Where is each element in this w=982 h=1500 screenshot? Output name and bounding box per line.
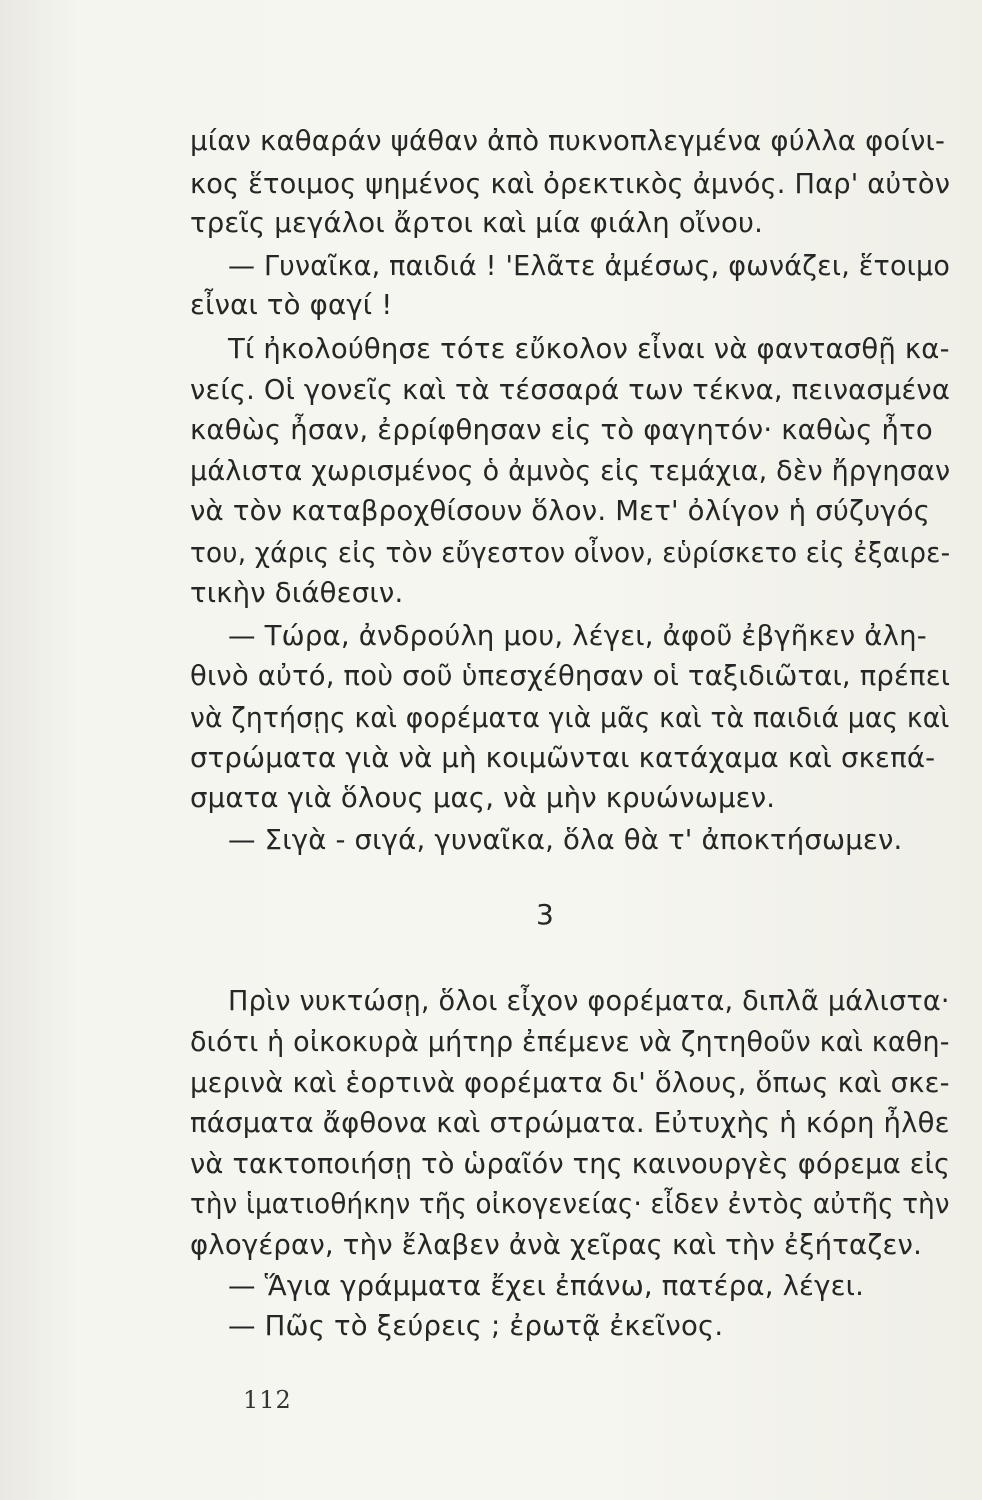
text-line: τὴν ἱματιοθήκην τῆς οἰκογενείας· εἶδεν ἐντὸς αὐτῆς τὴν (190, 1188, 950, 1220)
text-line: νὰ τακτοποιήσῃ τὸ ὡραῖόν της καινουργὲς φόρεμα εἰς (190, 1148, 951, 1180)
text-line: — Πῶς τὸ ξεύρεις ; ἐρωτᾷ ἐκεῖνος. (228, 1310, 724, 1342)
text-line: — Σιγὰ - σιγά, γυναῖκα, ὅλα θὰ τ' ἀποκτήσωμεν. (228, 824, 903, 856)
text-line: στρώματα γιὰ νὰ μὴ κοιμῶνται κατάχαμα καὶ σκεπά- (190, 742, 936, 774)
text-line: — Γυναῖκα, παιδιά ! 'Ελᾶτε ἀμέσως, φωνάζει, ἕτοιμο (228, 250, 951, 282)
text-line: νὰ τὸν καταβροχθίσουν ὅλον. Μετ' ὀλίγον ἡ σύζυγός (190, 495, 931, 527)
text-line: — Ἅγια γράμματα ἔχει ἐπάνω, πατέρα, λέγει. (228, 1270, 865, 1302)
text-line: του, χάρις εἰς τὸν εὔγεστον οἶνον, εὑρίσκετο εἰς ἐξαιρε- (190, 537, 951, 569)
text-line: σματα γιὰ ὅλους μας, νὰ μὴν κρυώνωμεν. (190, 782, 776, 814)
text-line: νὰ ζητήσῃς καὶ φορέματα γιὰ μᾶς καὶ τὰ παιδιά μας καὶ (190, 702, 950, 734)
text-line: διότι ἡ οἰκοκυρὰ μήτηρ ἐπέμενε νὰ ζητηθοῦν καὶ καθη- (190, 1026, 950, 1058)
text-line: Τί ἠκολούθησε τότε εὔκολον εἶναι νὰ φαντασθῇ κα- (228, 333, 950, 365)
text-line: Πρὶν νυκτώσῃ, ὅλοι εἶχον φορέματα, διπλᾶ μάλιστα· (228, 985, 950, 1017)
text-line: νείς. Οἱ γονεῖς καὶ τὰ τέσσαρά των τέκνα, πεινασμένα (190, 374, 951, 406)
text-line: πάσματα ἄφθονα καὶ στρώματα. Εὐτυχὴς ἡ κόρη ἦλθε (190, 1107, 950, 1139)
text-line: φλογέραν, τὴν ἔλαβεν ἀνὰ χεῖρας καὶ τὴν ἐξήταζεν. (190, 1229, 923, 1261)
text-line: τρεῖς μεγάλοι ἄρτοι καὶ μία φιάλη οἴνου. (190, 207, 764, 239)
text-line: μίαν καθαράν ψάθαν ἀπὸ πυκνοπλεγμένα φύλλα φοίνι- (190, 125, 946, 157)
text-line: — Τώρα, ἀνδρούλη μου, λέγει, ἀφοῦ ἐβγῆκεν ἀλη- (228, 620, 927, 652)
text-line: θινὸ αὐτό, ποὺ σοῦ ὑπεσχέθησαν οἱ ταξιδιῶται, πρέπει (190, 660, 951, 692)
text-line: καθὼς ἦσαν, ἐρρίφθησαν εἰς τὸ φαγητόν· καθὼς ἦτο (190, 414, 933, 446)
text-line: μάλιστα χωρισμένος ὁ ἀμνὸς εἰς τεμάχια, δὲν ἤργησαν (190, 455, 951, 487)
text-line: τικὴν διάθεσιν. (190, 577, 404, 609)
page-number: 112 (243, 1386, 292, 1414)
text-line: κος ἕτοιμος ψημένος καὶ ὀρεκτικὸς ἀμνός. Παρ' αὐτὸν (190, 168, 951, 200)
text-line: μερινὰ καὶ ἑορτινὰ φορέματα δι' ὅλους, ὅπως καὶ σκε- (190, 1067, 950, 1099)
section-number: 3 (536, 898, 554, 931)
text-line: εἶναι τὸ φαγί ! (190, 289, 393, 321)
